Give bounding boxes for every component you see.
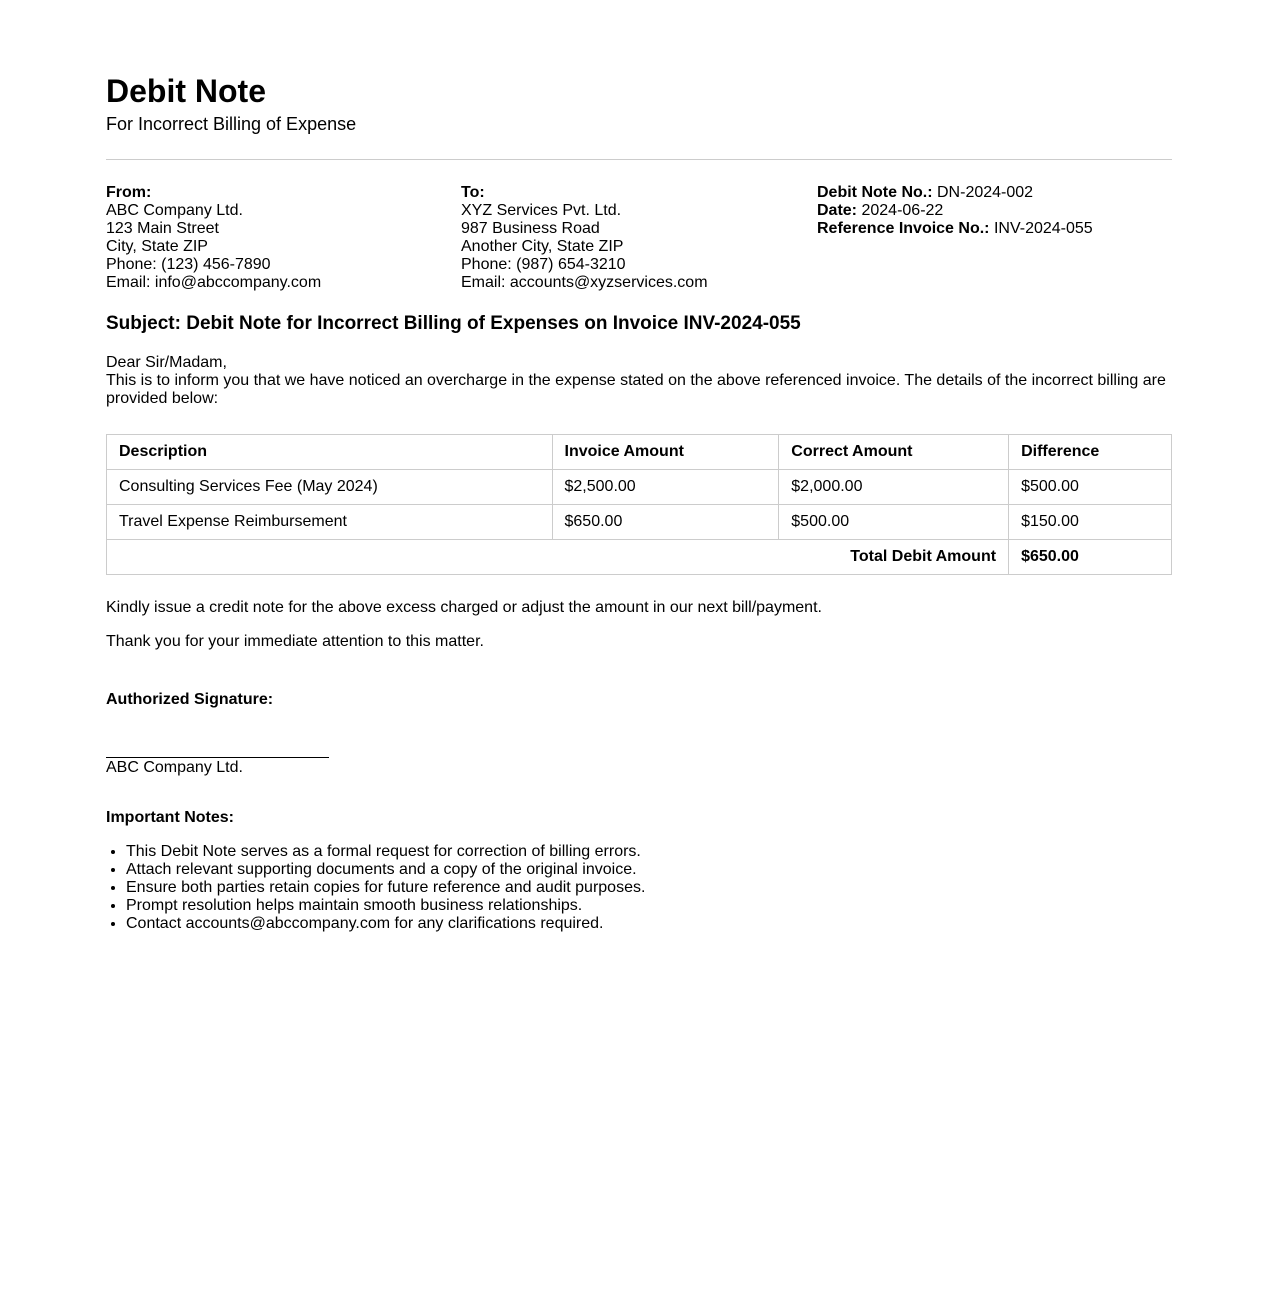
table-row bbox=[107, 505, 1172, 540]
debit-note-number-value: DN-2024-002 bbox=[937, 184, 1034, 201]
signature-line bbox=[106, 757, 329, 758]
reference-invoice-label: Reference Invoice No.: bbox=[817, 220, 990, 237]
from-address-line2: City, State ZIP bbox=[106, 238, 208, 255]
date-label: Date: bbox=[817, 202, 858, 219]
column-header-description: Description bbox=[107, 435, 553, 470]
debit-note-number-label: Debit Note No.: bbox=[817, 184, 933, 201]
row-correct-amount: $2,000.00 bbox=[779, 470, 1009, 505]
list-item: • Prompt resolution helps maintain smooth business relationships. bbox=[126, 897, 1172, 915]
to-address-line2: Another City, State ZIP bbox=[461, 238, 624, 255]
list-item: • Ensure both parties retain copies for future reference and audit purposes. bbox=[126, 879, 1172, 897]
header-divider bbox=[106, 159, 1172, 160]
from-name: ABC Company Ltd. bbox=[106, 202, 243, 219]
meta-block bbox=[817, 184, 1172, 292]
to-address-line1: 987 Business Road bbox=[461, 220, 600, 237]
row-description: Consulting Services Fee (May 2024) bbox=[107, 470, 553, 505]
reference-invoice-value: INV-2024-055 bbox=[993, 220, 1093, 237]
row-invoice-amount: $650.00 bbox=[552, 505, 779, 540]
column-header-difference: Difference bbox=[1009, 435, 1172, 470]
row-difference: $500.00 bbox=[1009, 470, 1172, 505]
row-invoice-amount: $2,500.00 bbox=[552, 470, 779, 505]
list-item: • Attach relevant supporting documents and a copy of the original invoice. bbox=[126, 861, 1172, 879]
notes-list bbox=[106, 843, 1172, 933]
date-value: 2024-06-22 bbox=[861, 202, 944, 219]
debit-note-date bbox=[817, 202, 1172, 220]
reference-invoice bbox=[817, 220, 1172, 238]
column-header-correct-amount: Correct Amount bbox=[779, 435, 1009, 470]
billing-table bbox=[106, 434, 1172, 575]
to-phone: Phone: (987) 654-3210 bbox=[461, 256, 626, 273]
row-description: Travel Expense Reimbursement bbox=[107, 505, 553, 540]
table-total-row bbox=[107, 540, 1172, 575]
closing-request: Kindly issue a credit note for the above excess charged or adjust the amount in our next bill/payment. bbox=[106, 599, 822, 616]
table-row bbox=[107, 470, 1172, 505]
to-block bbox=[461, 184, 817, 292]
from-phone: Phone: (123) 456-7890 bbox=[106, 256, 271, 273]
from-email: Email: info@abccompany.com bbox=[106, 274, 322, 291]
to-email: Email: accounts@xyzservices.com bbox=[461, 274, 708, 291]
list-item: • Contact accounts@abccompany.com for any clarifications required. bbox=[126, 915, 1172, 933]
column-header-invoice-amount: Invoice Amount bbox=[552, 435, 779, 470]
to-label: To: bbox=[461, 184, 485, 201]
signature-company: ABC Company Ltd. bbox=[106, 759, 243, 776]
intro-paragraph: This is to inform you that we have noticed an overcharge in the expense stated on the above referenced invoice. The details of the incorrect billing are provided below: bbox=[106, 372, 1166, 407]
document-title: Debit Note bbox=[106, 73, 266, 109]
list-item: • This Debit Note serves as a formal request for correction of billing errors. bbox=[126, 843, 1172, 861]
to-name: XYZ Services Pvt. Ltd. bbox=[461, 202, 622, 219]
from-block bbox=[106, 184, 461, 292]
total-debit-label: Total Debit Amount bbox=[107, 540, 1009, 575]
greeting: Dear Sir/Madam, bbox=[106, 354, 227, 371]
signature-heading: Authorized Signature: bbox=[106, 691, 274, 708]
document-subtitle: For Incorrect Billing of Expense bbox=[106, 114, 357, 134]
subject-heading: Subject: Debit Note for Incorrect Billing of Expenses on Invoice INV-2024-055 bbox=[106, 313, 801, 334]
table-header-row bbox=[107, 435, 1172, 470]
from-address-line1: 123 Main Street bbox=[106, 220, 219, 237]
row-difference: $150.00 bbox=[1009, 505, 1172, 540]
row-correct-amount: $500.00 bbox=[779, 505, 1009, 540]
closing-thanks: Thank you for your immediate attention to this matter. bbox=[106, 633, 484, 650]
total-debit-value: $650.00 bbox=[1009, 540, 1172, 575]
from-label: From: bbox=[106, 184, 152, 201]
debit-note-document bbox=[106, 0, 1172, 933]
debit-note-number bbox=[817, 184, 1172, 202]
parties-section bbox=[106, 184, 1172, 292]
notes-heading: Important Notes: bbox=[106, 809, 234, 826]
